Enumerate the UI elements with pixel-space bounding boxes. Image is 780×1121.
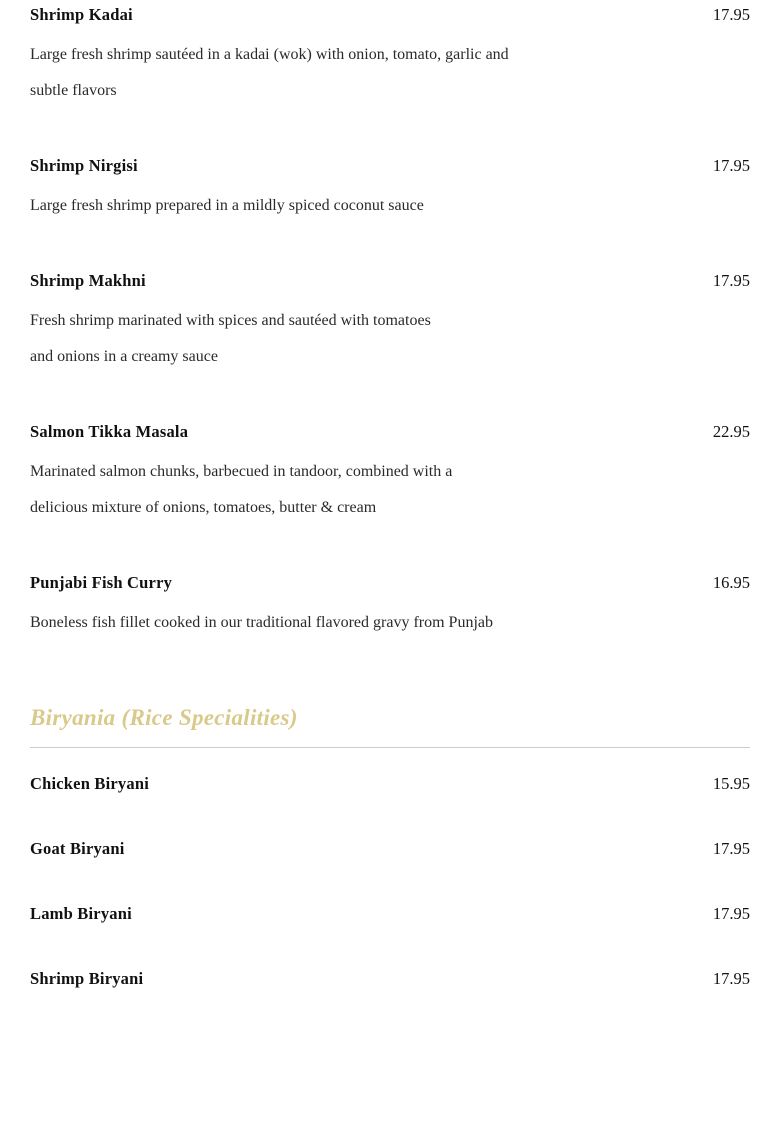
spacer — [30, 924, 750, 969]
menu-item — [30, 839, 750, 859]
menu-item-description — [30, 188, 690, 224]
menu-item-description — [30, 605, 690, 641]
menu-item-header — [30, 904, 750, 924]
menu-item-name: Goat Biryani — [30, 839, 125, 858]
menu-item-header — [30, 969, 750, 989]
menu-item-name: Chicken Biryani — [30, 774, 149, 793]
menu-item — [30, 271, 750, 375]
menu-item — [30, 904, 750, 924]
menu-item — [30, 969, 750, 989]
menu-item-name: Punjabi Fish Curry — [30, 573, 173, 592]
menu-item-price: 16.95 — [712, 573, 750, 592]
menu-item-description-line: delicious mixture of onions, tomatoes, butter & cream — [30, 499, 377, 516]
menu-item-description-line: and onions in a creamy sauce — [30, 348, 218, 365]
menu-item-header — [30, 422, 750, 442]
menu-item-header — [30, 156, 750, 176]
menu-item-name: Shrimp Nirgisi — [30, 156, 138, 175]
spacer — [30, 109, 750, 156]
menu-item-description — [30, 454, 690, 526]
menu-item-price: 17.95 — [712, 156, 750, 175]
menu-item-price: 17.95 — [712, 5, 750, 24]
menu-item-description-line: Boneless fish fillet cooked in our traditional flavored gravy from Punjab — [30, 614, 493, 631]
menu-item-price: 15.95 — [712, 774, 750, 793]
menu-item-description-line: Large fresh shrimp sautéed in a kadai (wok) with onion, tomato, garlic and — [30, 46, 509, 63]
menu-item-header — [30, 774, 750, 794]
spacer — [30, 748, 750, 774]
menu-item — [30, 422, 750, 526]
menu-item-description-line: Fresh shrimp marinated with spices and sautéed with tomatoes — [30, 312, 431, 329]
spacer — [30, 375, 750, 422]
spacer — [30, 641, 750, 705]
menu-item-header — [30, 271, 750, 291]
menu-item-description — [30, 37, 690, 109]
spacer — [30, 526, 750, 573]
menu-item-price: 17.95 — [712, 904, 750, 923]
menu-item-name: Salmon Tikka Masala — [30, 422, 189, 441]
spacer — [30, 224, 750, 271]
menu-item — [30, 156, 750, 224]
menu-item-price: 17.95 — [712, 839, 750, 858]
menu-item-name: Shrimp Makhni — [30, 271, 146, 290]
menu-item — [30, 0, 750, 109]
menu-item-price: 17.95 — [712, 969, 750, 988]
menu-item-price: 17.95 — [712, 271, 750, 290]
menu-item-name: Lamb Biryani — [30, 904, 132, 923]
menu-item-header — [30, 839, 750, 859]
menu-item-description — [30, 303, 690, 375]
menu-item-description-line: Marinated salmon chunks, barbecued in tandoor, combined with a — [30, 463, 453, 480]
spacer — [30, 794, 750, 839]
menu-item-name: Shrimp Biryani — [30, 969, 144, 988]
menu-item-header — [30, 573, 750, 593]
menu-item — [30, 573, 750, 641]
menu-item — [30, 774, 750, 794]
menu-item-price: 22.95 — [712, 422, 750, 441]
menu-item-name: Shrimp Kadai — [30, 5, 133, 24]
menu-item-header — [30, 5, 750, 25]
section-title: Biryania (Rice Specialities) — [30, 705, 298, 730]
menu-item-description-line: subtle flavors — [30, 82, 117, 99]
spacer — [30, 859, 750, 904]
menu-item-description-line: Large fresh shrimp prepared in a mildly spiced coconut sauce — [30, 197, 424, 214]
